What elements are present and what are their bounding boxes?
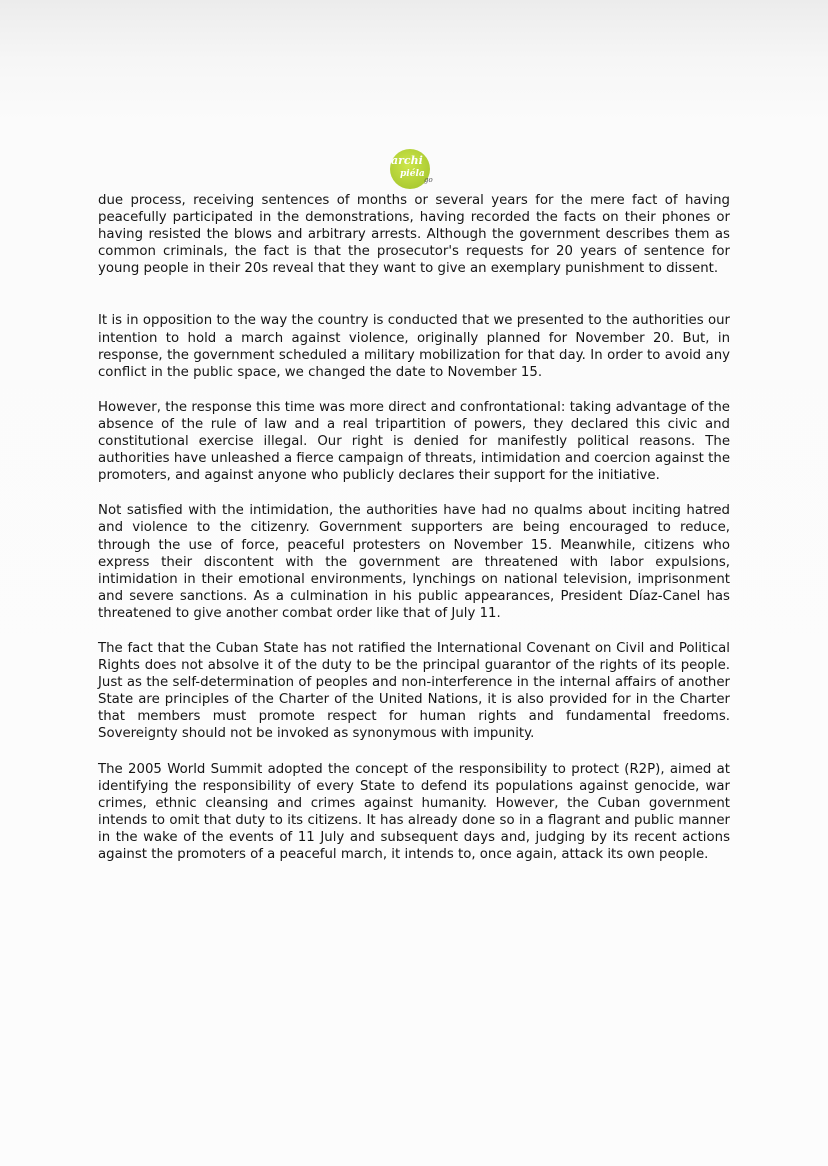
paragraph-government-response: However, the response this time was more direct and confrontational: taking advantage of the absence of the rule of law and a real tripartition of powers, they declared this civic and constitutional exercise illegal. Our right is denied for manifestly political reasons. The authorities have unleashed a fierce campaign of threats, intimidation and coercion against the promoters, and against anyone who publicly declares their support for the initiative. — [98, 399, 730, 484]
svg-text:archi: archi — [391, 154, 423, 167]
paragraph-intimidation: Not satisfied with the intimidation, the authorities have had no qualms about inciting hatred and violence to the citizenry. Government supporters are being encouraged to reduce, through the use of force, peaceful protesters on November 15. Meanwhile, citizens who express their discontent with the government are threatened with labor expulsions, intimidation in their emotional environments, lynchings on national television, imprisonment and severe sanctions. As a culmination in his public appearances, President Díaz-Canel has threatened to give another combat order like that of July 11. — [98, 503, 730, 621]
paragraph-r2p: The 2005 World Summit adopted the concept of the responsibility to protect (R2P), aimed at identifying the responsibility of every State to defend its populations against genocide, war crimes, ethnic cleansing and crimes against humanity. However, the Cuban government intends to omit that duty to its citizens. It has already done so in a flagrant and public manner in the wake of the events of 11 July and subsequent days and, judging by its recent actions against the promoters of a peaceful march, it intends to, once again, attack its own people. — [98, 761, 730, 862]
document-body — [98, 192, 730, 863]
archipielago-logo-icon — [387, 148, 439, 192]
svg-text:go: go — [424, 176, 433, 184]
paragraph-due-process: due process, receiving sentences of months or several years for the mere fact of having peacefully participated in the demonstrations, having recorded the facts on their phones or having resisted the blows and arbitrary arrests. Although the government describes them as common criminals, the fact is that the prosecutor's requests for 20 years of sentence for young people in their 20s reveal that they want to give an exemplary punishment to dissent. — [98, 193, 730, 277]
svg-text:piéla: piéla — [400, 169, 425, 179]
paragraph-covenant: The fact that the Cuban State has not ratified the International Covenant on Civil and Political Rights does not absolve it of the duty to be the principal guarantor of the rights of its people. Just as the self-determination of peoples and non-interference in the internal affairs of another State are principles of the Charter of the United Nations, it is also provided for in the Charter that members must promote respect for human rights and fundamental freedoms. Sovereignty should not be invoked as synonymous with impunity. — [98, 640, 730, 742]
paragraph-march-proposal: It is in opposition to the way the country is conducted that we presented to the authorities our intention to hold a march against violence, originally planned for November 20. But, in response, the government scheduled a military mobilization for that day. In order to avoid any conflict in the public space, we changed the date to November 15. — [98, 313, 730, 380]
